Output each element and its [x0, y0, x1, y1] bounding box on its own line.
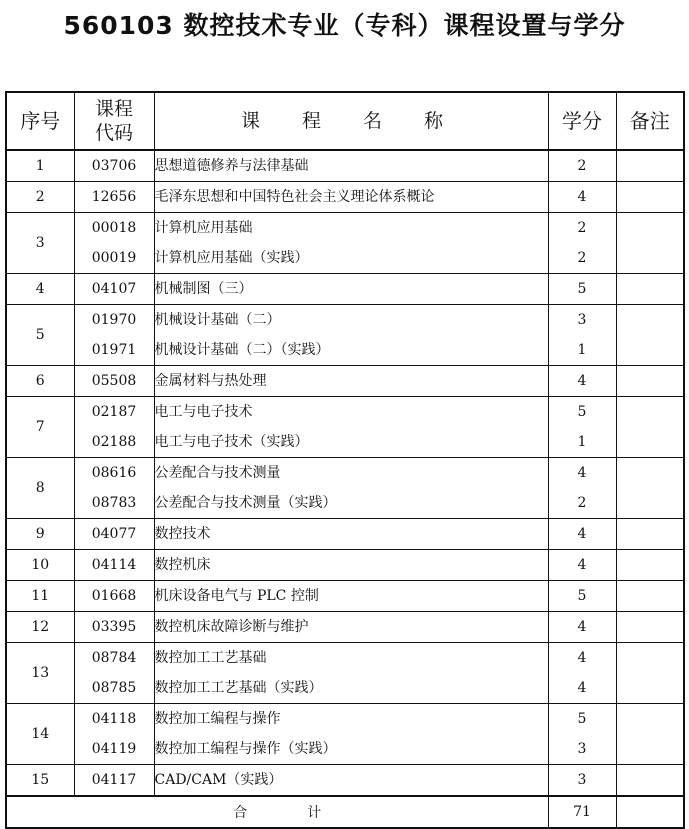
- course-code-cell: [74, 150, 154, 182]
- course-name: 数控机床: [154, 557, 211, 573]
- table-row: [6, 150, 684, 182]
- course-credits: 2: [577, 495, 587, 511]
- header-no: 序号: [6, 92, 74, 150]
- course-note: [616, 397, 684, 458]
- course-name: 计算机应用基础: [154, 220, 253, 236]
- header-code-line1: 课程: [94, 98, 133, 120]
- table-row: [6, 581, 684, 612]
- course-code: 08616: [91, 465, 137, 481]
- course-credits: 3: [577, 741, 587, 757]
- course-credits: 5: [577, 711, 587, 727]
- course-code-cell: [74, 458, 154, 519]
- row-number: 10: [6, 550, 74, 581]
- row-number: 6: [6, 366, 74, 397]
- course-code: 04114: [91, 557, 137, 573]
- course-credits: 5: [577, 281, 587, 297]
- course-code-cell: [74, 397, 154, 458]
- course-name: 数控加工编程与操作: [154, 711, 281, 727]
- course-name: 公差配合与技术测量: [154, 465, 281, 481]
- course-credits: 3: [577, 772, 587, 788]
- course-credits: 4: [577, 680, 587, 696]
- course-name-cell: [154, 612, 548, 643]
- course-note: [616, 550, 684, 581]
- course-credits: 3: [577, 312, 587, 328]
- course-note: [616, 581, 684, 612]
- course-note: [616, 213, 684, 274]
- course-note: [616, 765, 684, 797]
- course-credits: 1: [577, 342, 587, 358]
- table-row: [6, 366, 684, 397]
- course-code-cell: [74, 765, 154, 797]
- header-code: [74, 92, 154, 150]
- course-note: [616, 519, 684, 550]
- row-number: 8: [6, 458, 74, 519]
- course-note: [616, 366, 684, 397]
- course-code-cell: [74, 581, 154, 612]
- course-code: 00018: [91, 220, 137, 236]
- course-code: 02188: [91, 434, 137, 450]
- course-code: 03395: [91, 619, 137, 635]
- course-code: 12656: [91, 189, 137, 205]
- table-row: [6, 305, 684, 366]
- total-label: 合计: [6, 796, 548, 828]
- course-credits-cell: [548, 581, 616, 612]
- course-credits-cell: [548, 550, 616, 581]
- row-number: 11: [6, 581, 74, 612]
- course-code-cell: [74, 643, 154, 704]
- row-number: 12: [6, 612, 74, 643]
- table-row: [6, 643, 684, 704]
- total-row: [6, 796, 684, 828]
- total-credits: 71: [548, 796, 616, 828]
- row-number: 15: [6, 765, 74, 797]
- row-number: 14: [6, 704, 74, 765]
- table-row: [6, 458, 684, 519]
- course-credits: 4: [577, 557, 587, 573]
- course-name-cell: [154, 581, 548, 612]
- course-code-cell: [74, 274, 154, 305]
- course-name: 数控技术: [154, 526, 211, 542]
- course-name-cell: [154, 366, 548, 397]
- course-name-cell: [154, 397, 548, 458]
- course-code: 01668: [91, 588, 137, 604]
- course-name: 机床设备电气与 PLC 控制: [154, 588, 319, 604]
- course-name: 数控机床故障诊断与维护: [154, 619, 309, 635]
- course-credits: 4: [577, 373, 587, 389]
- course-code: 05508: [91, 373, 137, 389]
- table-row: [6, 182, 684, 213]
- row-number: 7: [6, 397, 74, 458]
- course-code: 04077: [91, 526, 137, 542]
- course-credits: 2: [577, 220, 587, 236]
- course-code-cell: [74, 612, 154, 643]
- course-credits: 1: [577, 434, 587, 450]
- table-row: [6, 550, 684, 581]
- table-row: [6, 612, 684, 643]
- header-code-line2: 代码: [94, 122, 133, 144]
- course-name-cell: [154, 550, 548, 581]
- course-note: [616, 458, 684, 519]
- page-title: 560103 数控技术专业（专科）课程设置与学分: [63, 11, 626, 40]
- course-credits-cell: [548, 397, 616, 458]
- course-credits-cell: [548, 305, 616, 366]
- row-number: 9: [6, 519, 74, 550]
- course-code: 08784: [91, 650, 137, 666]
- course-credits: 2: [577, 250, 587, 266]
- course-credits-cell: [548, 765, 616, 797]
- table-row: [6, 397, 684, 458]
- course-note: [616, 704, 684, 765]
- course-name: 数控加工工艺基础（实践）: [154, 680, 323, 696]
- course-code-cell: [74, 305, 154, 366]
- course-name: 计算机应用基础（实践）: [154, 250, 309, 266]
- header-note: 备注: [616, 92, 684, 150]
- table-row: [6, 765, 684, 797]
- course-code: 04107: [91, 281, 137, 297]
- course-name-cell: [154, 274, 548, 305]
- course-note: [616, 182, 684, 213]
- course-credits: 4: [577, 189, 587, 205]
- course-credits-cell: [548, 612, 616, 643]
- course-name: 思想道德修养与法律基础: [154, 158, 309, 174]
- course-code-cell: [74, 550, 154, 581]
- course-credits: 4: [577, 619, 587, 635]
- course-name: 毛泽东思想和中国特色社会主义理论体系概论: [154, 189, 435, 205]
- header-row: [6, 92, 684, 150]
- row-number: 4: [6, 274, 74, 305]
- course-credits-cell: [548, 150, 616, 182]
- course-code: 01970: [91, 312, 137, 328]
- course-code-cell: [74, 519, 154, 550]
- course-name-cell: [154, 519, 548, 550]
- course-name: 电工与电子技术（实践）: [154, 434, 309, 450]
- course-name-cell: [154, 643, 548, 704]
- course-name-cell: [154, 765, 548, 797]
- course-name: 数控加工工艺基础: [154, 650, 267, 666]
- total-note: [616, 796, 684, 828]
- header-credits: 学分: [548, 92, 616, 150]
- course-code: 08785: [91, 680, 137, 696]
- course-credits: 5: [577, 404, 587, 420]
- course-name: 机械设计基础（二）（实践）: [154, 342, 330, 358]
- course-credits: 2: [577, 158, 587, 174]
- course-note: [616, 274, 684, 305]
- course-credits: 4: [577, 526, 587, 542]
- course-name-cell: [154, 213, 548, 274]
- course-credits: 5: [577, 588, 587, 604]
- course-name: 金属材料与热处理: [154, 373, 267, 389]
- header-name: 课 程 名 称: [154, 92, 548, 150]
- course-note: [616, 150, 684, 182]
- course-credits-cell: [548, 704, 616, 765]
- course-credits-cell: [548, 366, 616, 397]
- course-credits-cell: [548, 274, 616, 305]
- course-code-cell: [74, 182, 154, 213]
- course-credits-cell: [548, 519, 616, 550]
- table-row: [6, 274, 684, 305]
- course-note: [616, 305, 684, 366]
- table-row: [6, 213, 684, 274]
- course-name-cell: [154, 704, 548, 765]
- course-note: [616, 612, 684, 643]
- course-name: CAD/CAM（实践）: [154, 772, 283, 788]
- course-code-cell: [74, 366, 154, 397]
- course-credits-cell: [548, 213, 616, 274]
- course-code-cell: [74, 213, 154, 274]
- course-code: 02187: [91, 404, 137, 420]
- row-number: 1: [6, 150, 74, 182]
- course-name-cell: [154, 150, 548, 182]
- course-name: 机械设计基础（二）: [154, 312, 281, 328]
- course-credits-cell: [548, 182, 616, 213]
- course-note: [616, 643, 684, 704]
- course-code: 08783: [91, 495, 137, 511]
- course-code: 04118: [91, 711, 137, 727]
- course-name: 公差配合与技术测量（实践）: [154, 495, 337, 511]
- course-credits-cell: [548, 458, 616, 519]
- course-code: 04117: [91, 772, 137, 788]
- course-name: 数控加工编程与操作（实践）: [154, 741, 337, 757]
- course-name-cell: [154, 458, 548, 519]
- row-number: 2: [6, 182, 74, 213]
- row-number: 3: [6, 213, 74, 274]
- course-name: 电工与电子技术: [154, 404, 253, 420]
- course-code: 03706: [91, 158, 137, 174]
- course-name: 机械制图（三）: [154, 281, 253, 297]
- table-row: [6, 704, 684, 765]
- course-credits-cell: [548, 643, 616, 704]
- course-code: 00019: [91, 250, 137, 266]
- course-code: 04119: [91, 741, 137, 757]
- course-credits: 4: [577, 650, 587, 666]
- row-number: 13: [6, 643, 74, 704]
- course-table: [5, 91, 685, 829]
- course-credits: 4: [577, 465, 587, 481]
- table-row: [6, 519, 684, 550]
- row-number: 5: [6, 305, 74, 366]
- course-code: 01971: [91, 342, 137, 358]
- course-name-cell: [154, 305, 548, 366]
- course-name-cell: [154, 182, 548, 213]
- course-code-cell: [74, 704, 154, 765]
